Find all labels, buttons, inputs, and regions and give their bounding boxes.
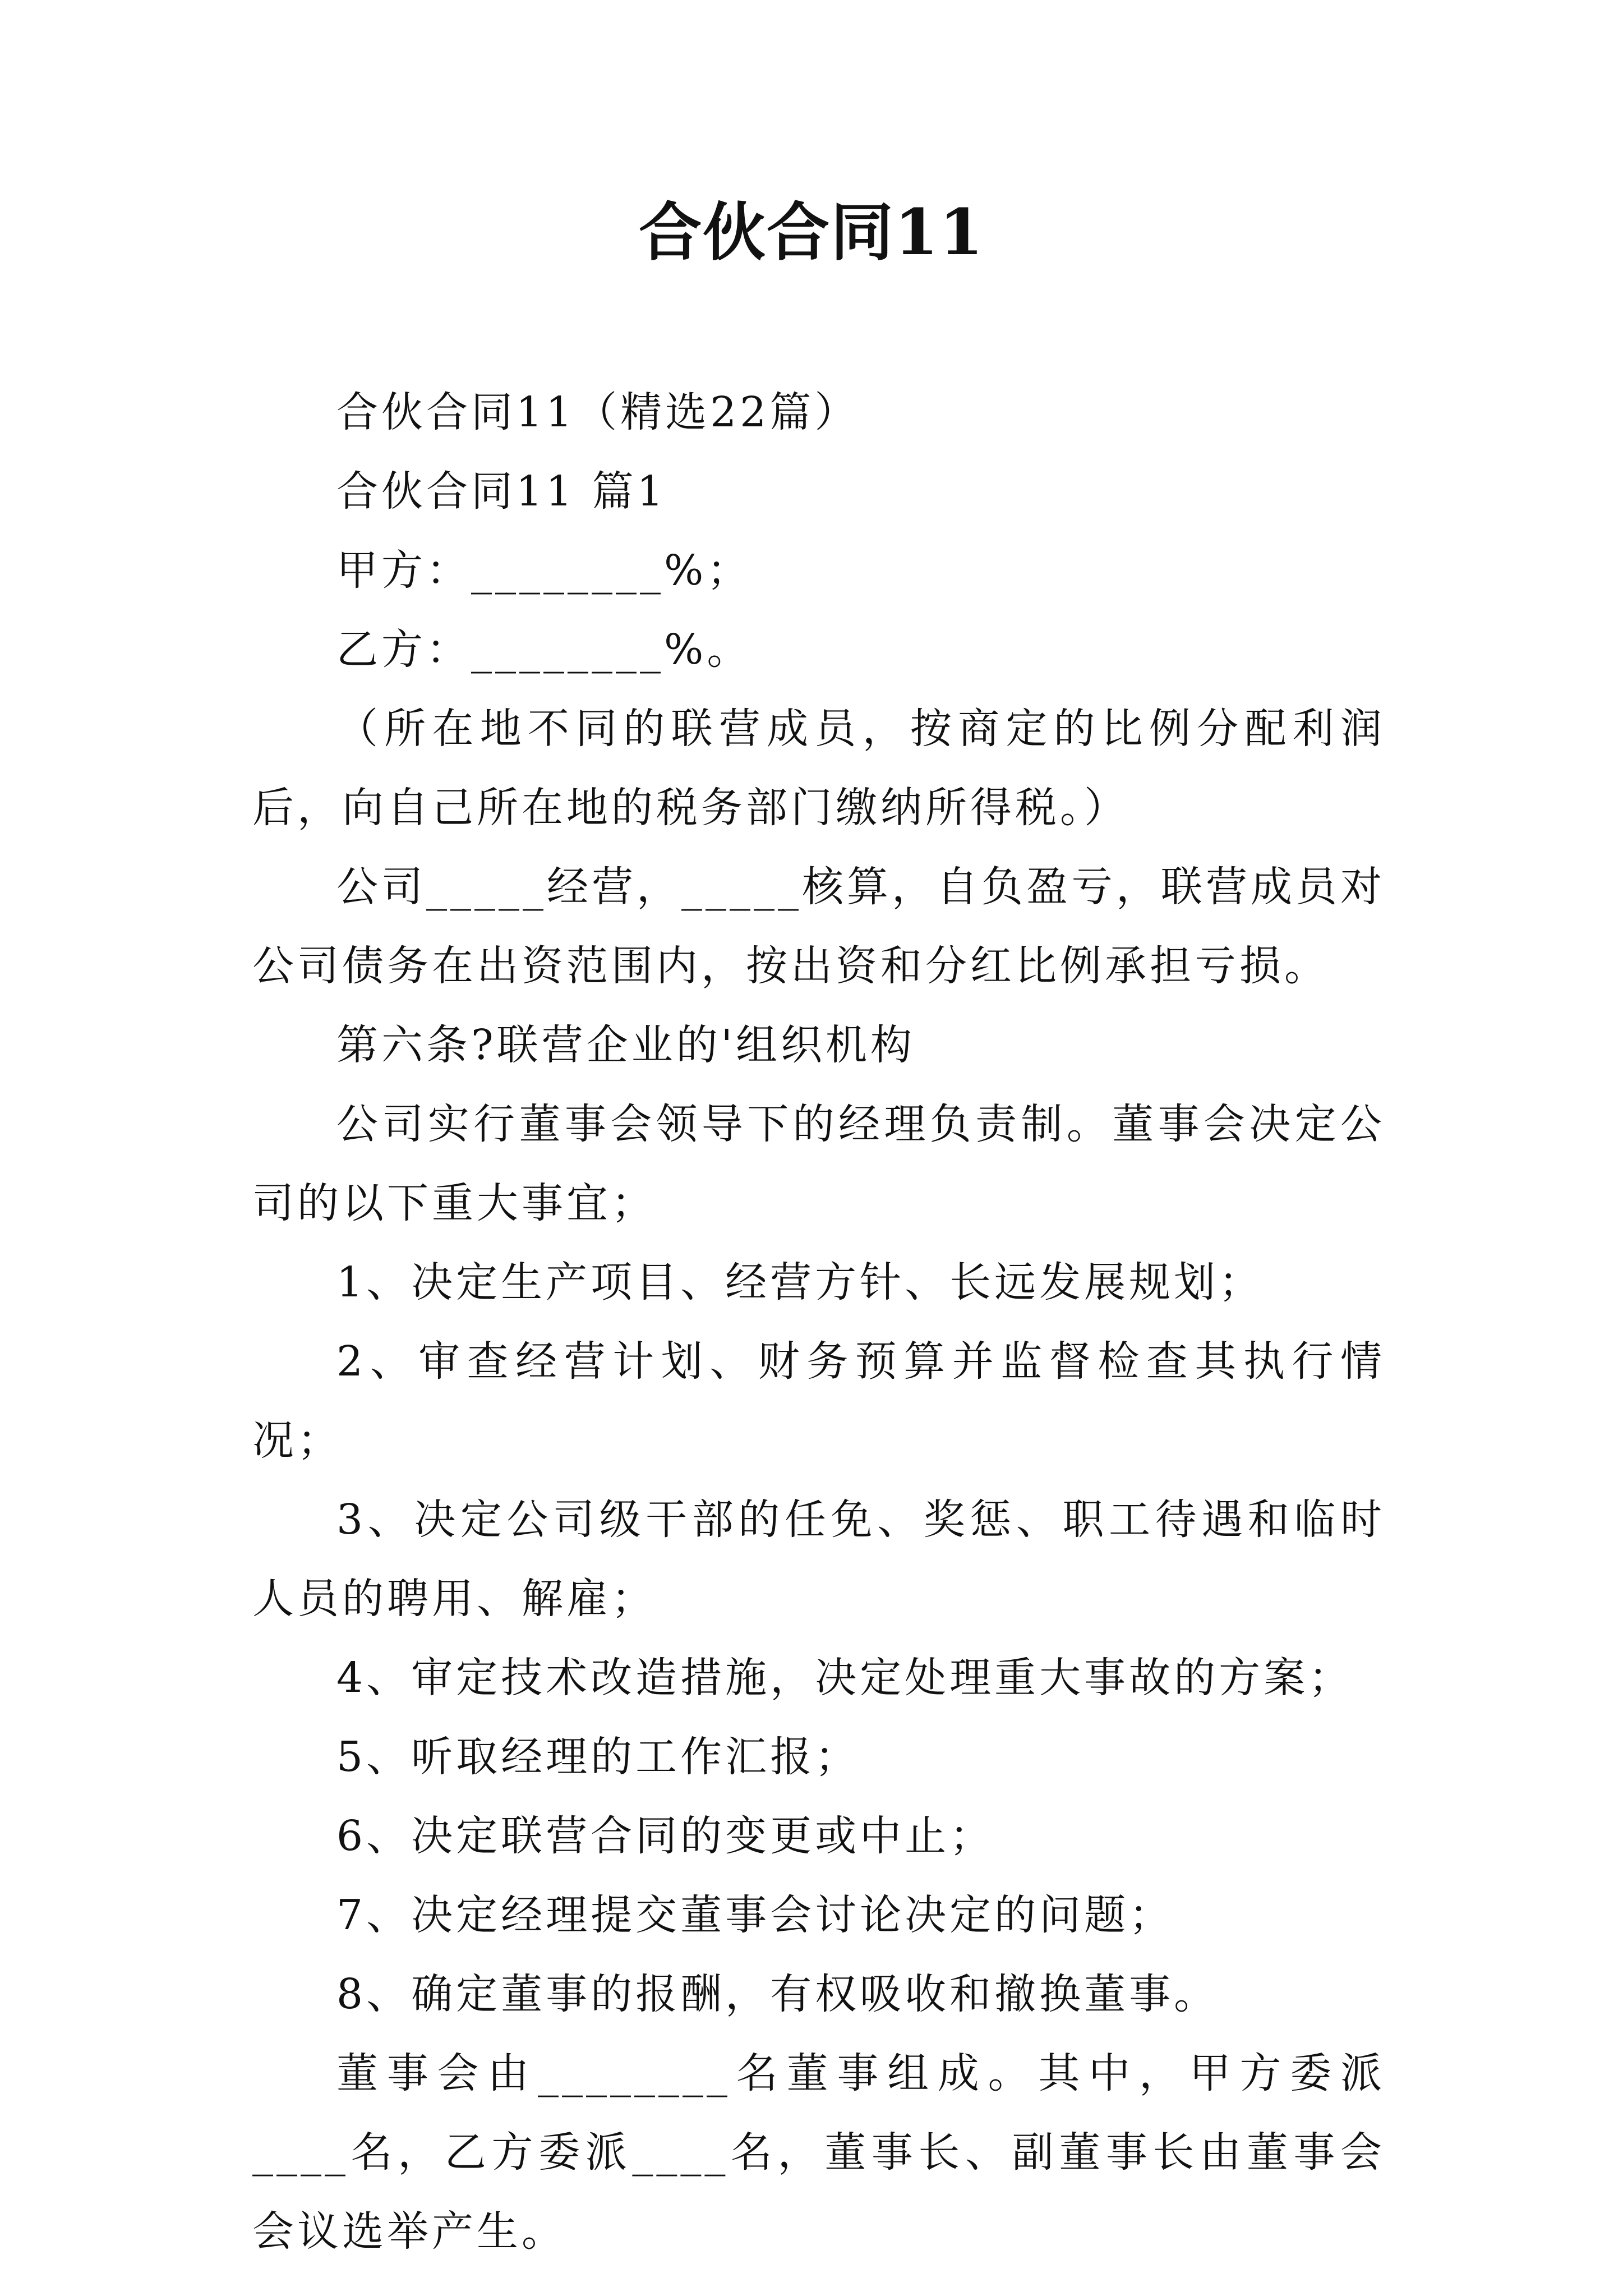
subtitle-paragraph: 合伙合同11（精选22篇）	[336, 388, 860, 436]
board-composition-paragraph: 董事会由________名董事组成。其中，甲方委派____名，乙方委派____名，董事长、副董事长由董事会会议选举产生。	[252, 2049, 1385, 2256]
list-item: 6、决定联营合同的变更或中止；	[336, 1812, 995, 1860]
document-title: 合伙合同11	[639, 196, 984, 269]
party-b-share: 乙方：________%。	[336, 625, 752, 674]
board-intro-paragraph: 公司实行董事会领导下的经理负责制。董事会决定公司的以下重大事宜；	[252, 1100, 1385, 1227]
list-item: 4、审定技术改造措施，决定处理重大事故的方案；	[336, 1654, 1354, 1702]
accounting-paragraph: 公司_____经营，_____核算，自负盈亏，联营成员对公司债务在出资范围内，按出资和分红比例承担亏损。	[252, 863, 1385, 990]
section-heading: 合伙合同11 篇1	[336, 467, 667, 516]
article-six-heading: 第六条?联营企业的'组织机构	[336, 1021, 916, 1069]
party-a-share: 甲方：________%；	[336, 546, 752, 595]
document-body	[252, 373, 1385, 2271]
list-item: 8、确定董事的报酬，有权吸收和撤换董事。	[336, 1970, 1219, 2018]
list-item: 3、决定公司级干部的任免、奖惩、职工待遇和临时人员的聘用、解雇；	[252, 1496, 1385, 1623]
list-item: 1、决定生产项目、经营方针、长远发展规划；	[336, 1258, 1264, 1306]
list-item: 5、听取经理的工作汇报；	[336, 1733, 860, 1781]
tax-note-paragraph: （所在地不同的联营成员，按商定的比例分配利润后，向自己所在地的税务部门缴纳所得税。）	[252, 705, 1385, 832]
list-item: 7、决定经理提交董事会讨论决定的问题；	[336, 1891, 1174, 1939]
list-item: 2、审查经营计划、财务预算并监督检查其执行情况；	[252, 1337, 1385, 1465]
